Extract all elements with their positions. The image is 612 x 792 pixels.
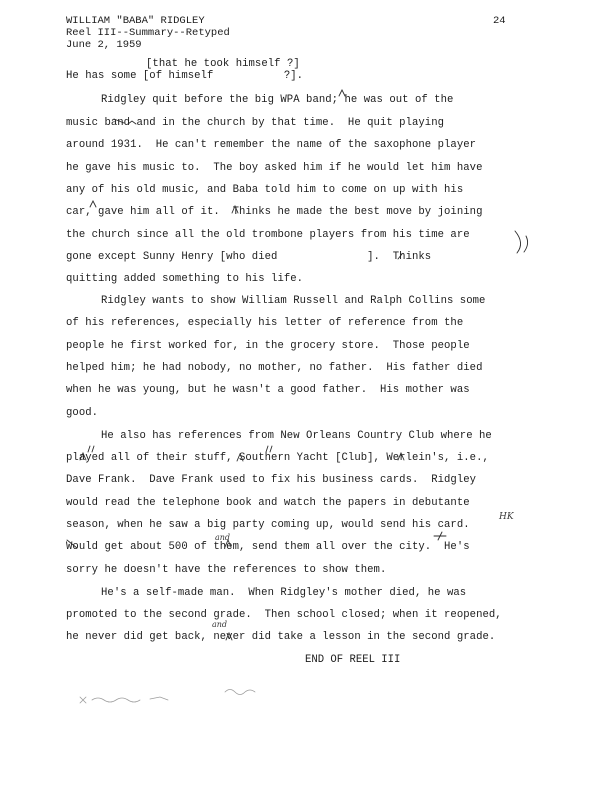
- body-line: around 1931. He can't remember the name of the saxophone player: [66, 139, 477, 151]
- body-line: quitting added something to his life.: [66, 273, 304, 285]
- body-line: sorry he doesn't have the references to show them.: [66, 564, 387, 576]
- body-line: Ridgley quit before the big WPA band; he was out of the: [101, 94, 454, 106]
- body-line: He also has references from New Orleans Country Club where he: [101, 430, 492, 442]
- body-line: helped him; he had nobody, no mother, no father. His father died: [66, 362, 483, 374]
- body-line: people he first worked for, in the grocery store. Those people: [66, 340, 470, 352]
- header-reel: Reel III--Summary--Retyped: [66, 27, 230, 39]
- body-line: of his references, especially his letter of reference from the: [66, 317, 464, 329]
- body-line: he gave his music to. The boy asked him if he would let him have: [66, 162, 483, 174]
- handwritten-and: and: [212, 620, 228, 629]
- body-line: played all of their stuff, Southern Yacht [Club], Werlein's, i.e.,: [66, 452, 489, 464]
- body-line: He's a self-made man. When Ridgley's mother died, he was: [101, 587, 467, 599]
- body-line: good.: [66, 407, 99, 419]
- header-name: WILLIAM "BABA" RIDGLEY: [66, 15, 205, 27]
- handwritten-and: and: [215, 533, 231, 542]
- body-line: [that he took himself ?]: [146, 58, 300, 70]
- body-line: would read the telephone book and watch the papers in debutante: [66, 497, 470, 509]
- body-line: when he was young, but he wasn't a good father. His mother was: [66, 384, 470, 396]
- body-line: car, gave him all of it. Thinks he made the best move by joining: [66, 206, 483, 218]
- body-line: gone except Sunny Henry [who died ]. Thinks: [66, 251, 432, 263]
- body-line: any of his old music, and Baba told him to come on up with his: [66, 184, 464, 196]
- body-line: music band and in the church by that time. He quit playing: [66, 117, 445, 129]
- handwritten-hk: HK: [499, 512, 514, 522]
- body-line: the church since all the old trombone players from his time are: [66, 229, 470, 241]
- body-line: Ridgley wants to show William Russell and Ralph Collins some: [101, 295, 486, 307]
- body-line: promoted to the second grade. Then school closed; when it reopened,: [66, 609, 502, 621]
- page-number: 24: [493, 15, 506, 27]
- body-line: He has some [of himself ?].: [66, 70, 304, 82]
- body-line: he never did get back, never did take a lesson in the second grade.: [66, 631, 496, 643]
- body-line: Dave Frank. Dave Frank used to fix his business cards. Ridgley: [66, 474, 477, 486]
- body-line: season, when he saw a big party coming up, would send his card.: [66, 519, 470, 531]
- end-of-reel: END OF REEL III: [305, 654, 401, 666]
- body-line: Would get about 500 of them, send them all over the city. He's: [66, 541, 470, 553]
- header-date: June 2, 1959: [66, 39, 142, 51]
